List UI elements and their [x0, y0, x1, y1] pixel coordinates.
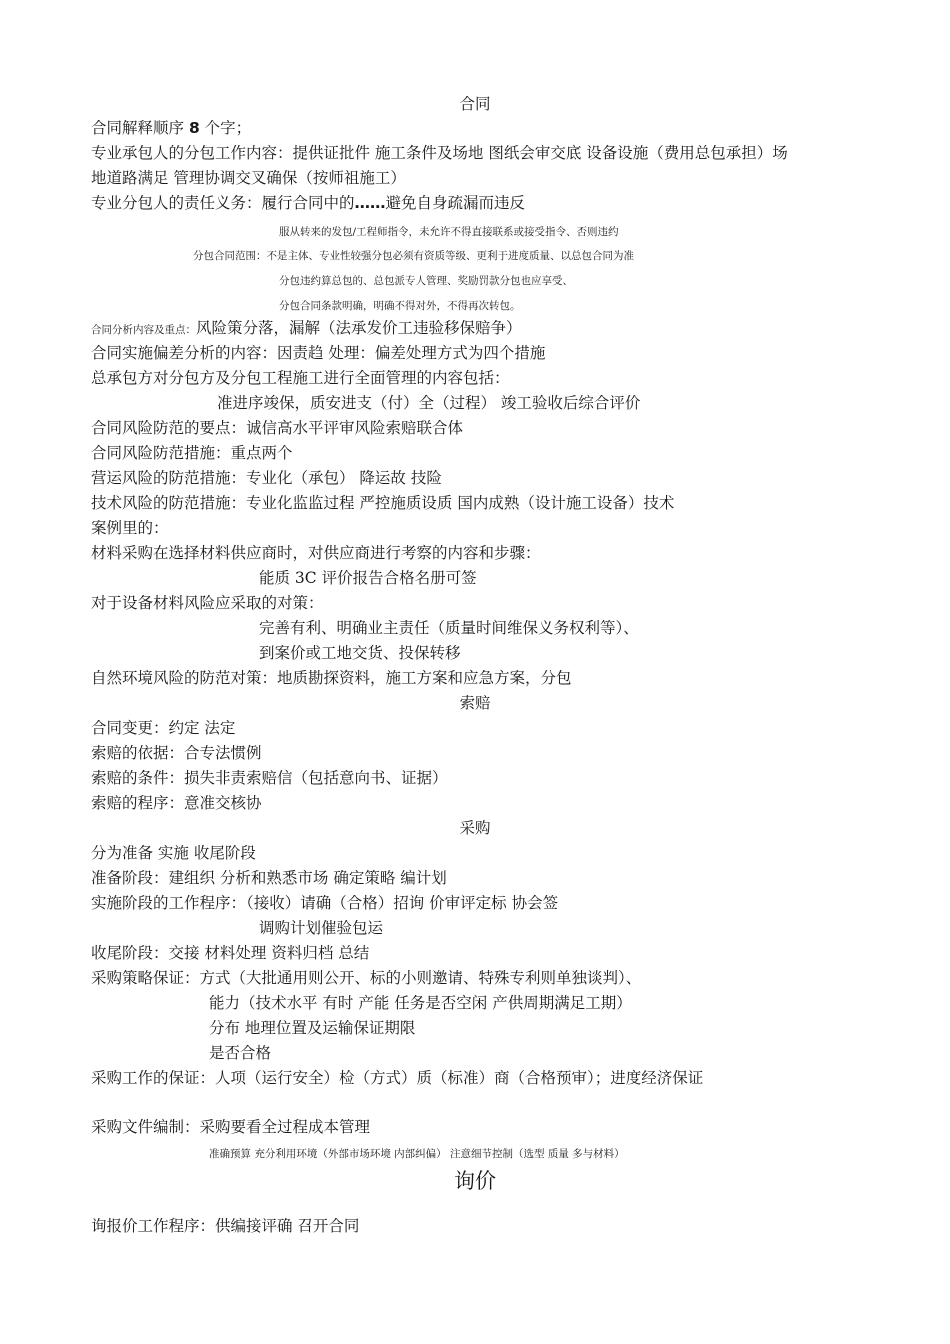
text-line: 采购工作的保证：人项（运行安全）检（方式）质（标准）商（合格预审）；进度经济保证 — [91, 1069, 704, 1087]
text-line: 准备阶段：建组织 分析和熟悉市场 确定策略 编计划 — [91, 869, 447, 887]
text-line: 专业分包人的责任义务：履行合同中的……避免自身疏漏而违反 — [91, 194, 526, 212]
text-line: 索赔的程序：意准交核协 — [91, 794, 262, 812]
text-line: 专业承包人的分包工作内容：提供证批件 施工条件及场地 图纸会审交底 设备设施（费用总包承担）场 — [91, 144, 788, 162]
small-note: 分包违约算总包的、总包派专人管理、奖励罚款分包也应享受、 — [279, 275, 573, 287]
text-line: 合同实施偏差分析的内容：因责趋 处理：偏差处理方式为四个措施 — [91, 344, 546, 362]
text-line: 合同风险防范的要点：诚信高水平评审风险索赔联合体 — [91, 419, 464, 437]
text-line: 合同分析内容及重点：风险策分落，漏解（法承发价工违验移保赔争） — [91, 319, 522, 337]
small-note: 准确预算 充分利用环境（外部市场环境 内部纠偏） 注意细节控制（选型 质量 多与材料） — [209, 1148, 625, 1160]
text-line: 案例里的： — [91, 519, 169, 537]
small-note: 服从转来的发包/工程师指令，未允许不得直接联系或接受指令、否则违约 — [279, 226, 619, 238]
small-prefix: 合同分析内容及重点： — [91, 324, 196, 336]
text-line: 合同变更：约定 法定 — [91, 719, 236, 737]
text-line: 地道路满足 管理协调交叉确保（按师祖施工） — [91, 169, 406, 187]
text-line: 是否合格 — [209, 1044, 272, 1062]
text-line: 能力（技术水平 有时 产能 任务是否空闲 产供周期满足工期） — [209, 994, 632, 1012]
small-note: 分包合同条款明确，明确不得对外，不得再次转包。 — [279, 300, 521, 312]
text-line: 分布 地理位置及运输保证期限 — [209, 1019, 416, 1037]
text-line: 采购策略保证：方式（大批通用则公开、标的小则邀请、特殊专利则单独谈判）、 — [91, 969, 642, 987]
text-line: 合同解释顺序 8 个字； — [91, 119, 252, 137]
text-line: 总承包方对分包方及分包工程施工进行全面管理的内容包括： — [91, 369, 510, 387]
text-line: 实施阶段的工作程序：（接收）请确（合格）招询 价审评定标 协会签 — [91, 894, 559, 912]
section-heading-contract: 合同 — [459, 95, 491, 113]
text-line: 采购文件编制：采购要看全过程成本管理 — [91, 1118, 371, 1136]
text-line: 材料采购在选择材料供应商时，对供应商进行考察的内容和步骤： — [91, 544, 541, 562]
text-line: 完善有利、明确业主责任（质量时间维保义务权利等）、 — [259, 619, 639, 637]
text-line: 能质 3C 评价报告合格名册可签 — [259, 569, 477, 587]
text-line: 合同风险防范措施：重点两个 — [91, 444, 293, 462]
text-line: 询报价工作程序：供编接评确 召开合同 — [91, 1217, 360, 1235]
text-line: 自然环境风险的防范对策：地质勘探资料，施工方案和应急方案，分包 — [91, 669, 572, 687]
text-line: 收尾阶段：交接 材料处理 资料归档 总结 — [91, 944, 370, 962]
text-line: 索赔的依据：合专法惯例 — [91, 744, 262, 762]
text-line: 准进序竣保，质安进支（付）全（过程） 竣工验收后综合评价 — [217, 394, 641, 412]
small-note: 分包合同范围：不是主体、专业性较强分包必须有资质等级、更利于进度质量、以总包合同为准 — [193, 250, 634, 262]
text-line: 分为准备 实施 收尾阶段 — [91, 844, 256, 862]
text-line: 技术风险的防范措施：专业化监监过程 严控施质设质 国内成熟（设计施工设备）技术 — [91, 494, 675, 512]
text-line: 调购计划催验包运 — [259, 919, 384, 937]
section-heading-procurement: 采购 — [459, 819, 491, 837]
text-line: 索赔的条件：损失非责索赔信（包括意向书、证据） — [91, 769, 448, 787]
text-line: 到案价或工地交货、投保转移 — [259, 644, 461, 662]
section-heading-inquiry: 询价 — [454, 1169, 496, 1193]
section-heading-claims: 索赔 — [459, 694, 491, 712]
text-line: 营运风险的防范措施：专业化（承包） 降运故 技险 — [91, 469, 442, 487]
text-line: 对于设备材料风险应采取的对策： — [91, 594, 324, 612]
